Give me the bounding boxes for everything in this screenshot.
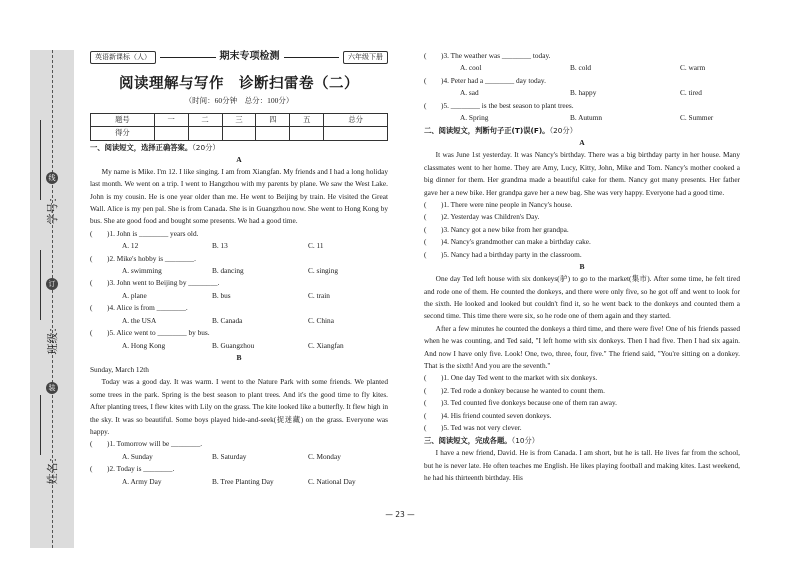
test-banner: 期末专项检测 (219, 50, 280, 62)
option: C. Monday (308, 451, 341, 461)
question-stem: ( )4. Nancy's grandmother can make a birthday cake. (424, 237, 591, 247)
option: A. swimming (122, 266, 162, 276)
passage-letter: A (236, 154, 242, 164)
class-blank (40, 250, 41, 320)
table-cell: 得分 (91, 127, 155, 140)
score-blank[interactable] (222, 127, 256, 140)
diary-date: Sunday, March 12th (90, 364, 149, 374)
passage-text: After a few minutes he counted the donkeys a third time, and there were five! One of his friends passed when he was counting, and Ted said, "I left home with six donkeys. Then I had five. Then I had six again. And now I have only five. Look! One, two, three, four, five." The friend said, "You're sitting on a donkey. That is the sixth! And you are the seventh." (424, 323, 740, 370)
time-score-note: （时间：60分钟 总分：100分） (184, 96, 294, 105)
question-stem: ( )3. John went to Beijing by ________. (90, 278, 220, 288)
section-points: （10分） (511, 436, 540, 446)
punch-mark: 线 (46, 172, 58, 184)
class-label: 班级： (46, 321, 59, 355)
option-row (90, 476, 388, 488)
question-stem: ( )4. His friend counted seven donkeys. (424, 410, 552, 420)
section-heading-text: 二、阅读短文，判断句子正(T)误(F)。 (424, 126, 550, 136)
question-stem: ( )1. There were nine people in Nancy's house. (424, 200, 573, 210)
name-label: 姓名： (46, 451, 59, 485)
option: B. happy (570, 88, 597, 98)
option: B. Saturday (212, 451, 247, 461)
score-blank[interactable] (256, 127, 290, 140)
question-stem: ( )3. The weather was ________ today. (424, 51, 551, 60)
option: C. Xiangfan (308, 340, 344, 350)
passage-letter: A (579, 138, 585, 148)
question-stem: ( )5. ________ is the best season to plant trees. (424, 100, 574, 110)
option-row (90, 451, 388, 463)
option: B. Guangzhou (212, 340, 255, 350)
section-heading-text: 三、阅读短文，完成各题。 (424, 436, 512, 446)
option: B. Canada (212, 315, 243, 325)
option: B. Tree Planting Day (212, 476, 274, 486)
section-points: （20分） (549, 126, 577, 136)
option-row (90, 265, 388, 277)
option: C. China (308, 315, 334, 325)
option: A. Spring (460, 113, 489, 123)
question-stem: ( )4. Alice is from ________. (90, 303, 188, 313)
page-title: 阅读理解与写作 诊断扫雷卷（二） (119, 76, 359, 92)
option: B. cold (570, 63, 592, 73)
option-row (90, 340, 388, 352)
section-points: （20分） (192, 142, 220, 152)
question-stem: ( )2. Mike's hobby is ________. (90, 253, 196, 263)
option: B. Autumn (570, 113, 603, 123)
question-stem: ( )5. Ted was not very clever. (424, 422, 522, 432)
question-stem: ( )3. Nancy got a new bike from her grandpa. (424, 224, 569, 234)
score-table (90, 113, 388, 141)
option: A. Hong Kong (122, 340, 166, 350)
option: C. National Day (308, 476, 356, 486)
option: A. Sunday (122, 451, 153, 461)
table-cell: 三 (222, 114, 256, 127)
question-stem: ( )5. Nancy had a birthday party in the classroom. (424, 249, 582, 259)
grade-tag: 六年级下册 (343, 51, 388, 64)
score-blank[interactable] (188, 127, 222, 140)
question-stem: ( )1. One day Ted went to the market with six donkeys. (424, 373, 598, 383)
option-row (424, 87, 740, 99)
table-row (91, 127, 388, 140)
left-column (90, 50, 388, 488)
passage-text: Today was a good day. It was warm. I went to the Nature Park with some friends. We planted some trees in the park. Spring is the best season to plant trees. And it's the good time to fly kites. After planting trees, I flew kites with Lily on the grass. The kite looked like a butterfly. It flew high in the sky. It was so beautiful. Some boys played hide-and-seek(捉迷藏) on the grass. Everyone was happy. (90, 377, 388, 436)
option: A. 12 (122, 241, 139, 251)
option: C. train (308, 290, 330, 300)
page-number: — 23 — (385, 510, 415, 519)
question-stem: ( )4. Peter had a ________ day today. (424, 75, 546, 85)
number-label: 学号： (46, 191, 59, 225)
section-heading (90, 141, 388, 154)
score-blank[interactable] (154, 127, 188, 140)
option: C. 11 (308, 241, 324, 251)
punch-mark: 装 (46, 382, 58, 394)
header-rule (284, 57, 340, 58)
section-heading (424, 434, 740, 447)
punch-mark: 订 (46, 278, 58, 290)
option-row (90, 290, 388, 302)
option: A. the USA (122, 315, 157, 325)
header-rule (160, 57, 216, 58)
name-blank (40, 395, 41, 455)
table-cell: 总分 (324, 114, 388, 127)
score-blank[interactable] (290, 127, 324, 140)
right-column (424, 50, 740, 485)
question-stem: ( )2. Ted rode a donkey because he wanted to count them. (424, 385, 605, 395)
passage-text: One day Ted left house with six donkeys(驴) to go to the market(集市). After some time, he felt tired and rode one of them. He counted the donkeys, and there were only five, so he got off and went to look for the sixth. He looked and looked but couldn't find it, so he went back to the donkeys and counted them a second time. This time there were six, so he rode one of them again and they started. (424, 274, 740, 321)
passage-text: My name is Mike. I'm 12. I like singing. I am from Xiangfan. My friends and I had a long holiday last month. We went on a trip. I went to Hangzhou with my parents by plane. We saw the West Lake. John is my cousin. He is one year older than me. He went to Beijing by train. He visited the Great Wall. Alice is my pen pal. She is from Canada. She is in Guangzhou now. She went to Hong Kong by bus. She ate good food and bought some presents. We had a good time. (90, 166, 388, 226)
passage-letter: B (579, 262, 585, 272)
option: B. dancing (212, 266, 244, 276)
table-cell: 题号 (91, 114, 155, 127)
option: A. cool (460, 63, 482, 73)
option: C. singing (308, 266, 339, 276)
table-cell: 四 (256, 114, 290, 127)
passage-text: It was June 1st yesterday. It was Nancy's birthday. There was a big birthday party in her house. Many classmates went to her home. They are Amy, Lucy, Kitty, John, Mike and Tom. Nancy's mother cooked a big dinner for them. Her grandma made a beautiful cake for them. Nancy got many presents. Her father gave her a new bike. Her grandpa gave her a new bag. She was very happy. Everyone had a good time. (424, 150, 740, 197)
option: A. Army Day (122, 476, 162, 486)
option: A. plane (122, 290, 147, 300)
option: B. bus (212, 290, 231, 300)
number-blank (40, 120, 41, 200)
option: B. 13 (212, 241, 228, 251)
question-stem: ( )2. Yesterday was Children's Day. (424, 212, 540, 222)
passage-letter: B (236, 352, 242, 362)
option-row (424, 62, 740, 74)
option: A. sad (460, 88, 479, 98)
table-row (91, 114, 388, 127)
section-heading (424, 124, 740, 137)
table-cell: 二 (188, 114, 222, 127)
passage-text: I have a new friend, David. He is from Canada. I am short, but he is tall. He lives far from the school, but he is never late. He often teaches me English. He likes playing football and making kites. Last weekend, he had his thirteenth birthday. His (424, 448, 740, 483)
table-cell: 一 (154, 114, 188, 127)
header-bar (90, 50, 388, 64)
question-stem: ( )2. Today is ________. (90, 464, 175, 474)
question-stem: ( )5. Alice went to ________ by bus. (90, 328, 210, 338)
edition-tag: 英语新课标（人） (90, 51, 156, 64)
option-row (90, 240, 388, 252)
option: C. warm (680, 63, 706, 73)
option: C. tired (680, 88, 702, 98)
score-blank[interactable] (324, 127, 388, 140)
question-stem: ( )1. Tomorrow will be ________. (90, 439, 203, 449)
section-heading-text: 一、阅读短文，选择正确答案。 (90, 142, 193, 152)
question-stem: ( )1. John is ________ years old. (90, 228, 199, 238)
option-row (90, 315, 388, 327)
question-stem: ( )3. Ted counted five donkeys because one of them ran away. (424, 398, 617, 408)
option: C. Summer (680, 113, 714, 123)
option-row (424, 112, 740, 124)
table-cell: 五 (290, 114, 324, 127)
